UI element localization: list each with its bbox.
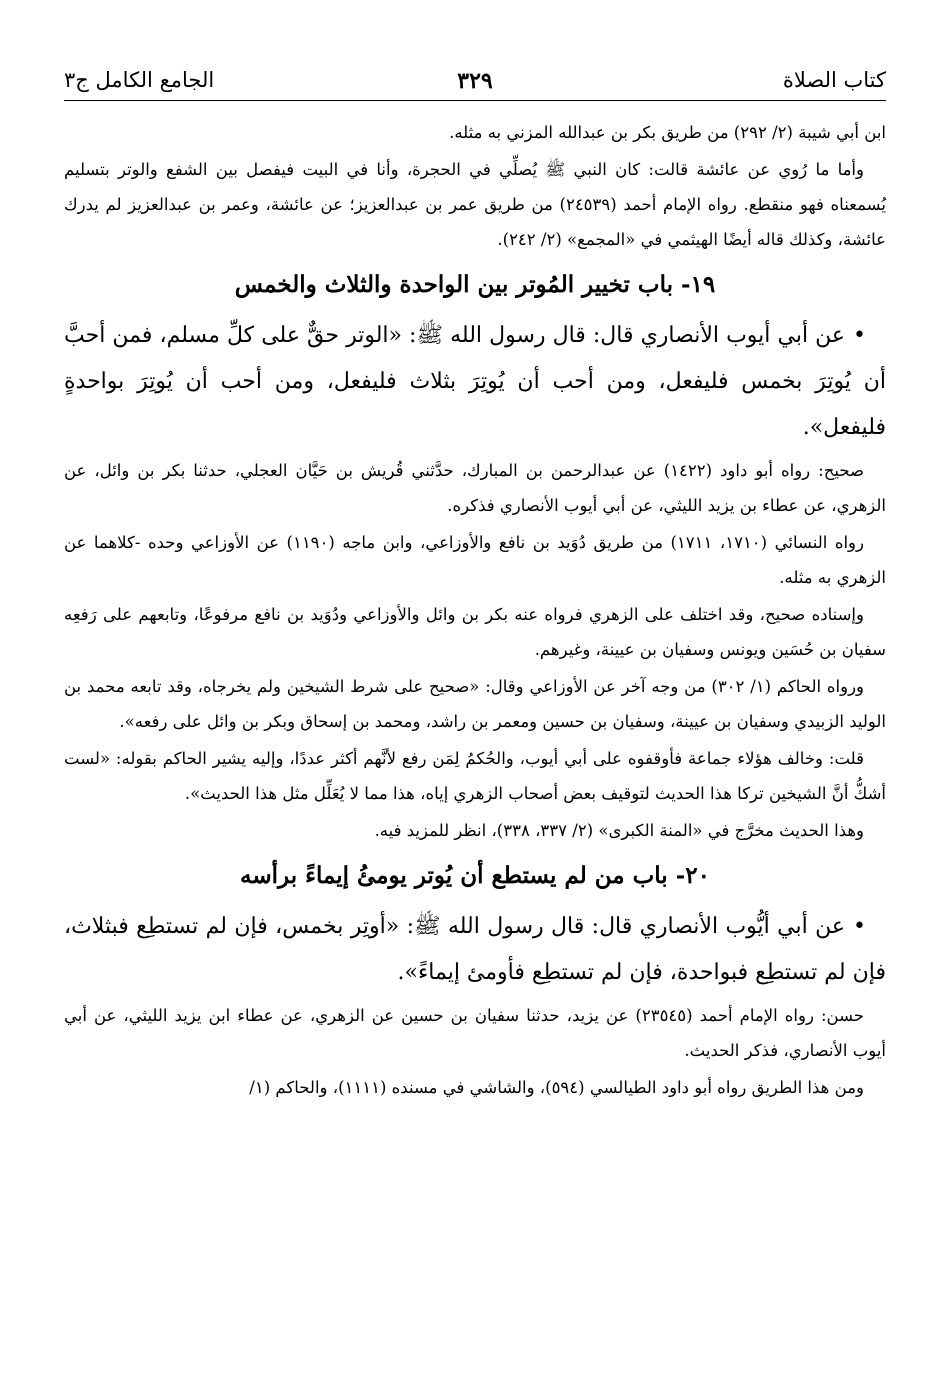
bullet-icon: • (853, 323, 866, 348)
paragraph: ومن هذا الطريق رواه أبو داود الطيالسي (٥٩٤)، والشاشي في مسنده (١١١١)، والحاكم (١/ (249, 1078, 864, 1097)
paragraph: صحيح: رواه أبو داود (١٤٢٢) عن عبدالرحمن بن المبارك، حدَّثني قُريش بن حَيَّان العجلي، حدثنا بكر بن وائل، عن الزهري، عن عطاء بن يزيد الليثي، عن أبي أيوب الأنصاري فذكره. (64, 461, 886, 515)
header-book-title: الجامع الكامل ج٣ (64, 68, 215, 92)
header-section-title: كتاب الصلاة (782, 68, 886, 92)
hadith-text (64, 904, 886, 996)
paragraph: وإسناده صحيح، وقد اختلف على الزهري فرواه عنه بكر بن وائل والأوزاعي ودُوَيد بن نافع مرفوعًا، وتابعهم على رَفعِه سفيان بن حُسَين ويونس وسفيان بن عيينة، وغيرهم. (64, 605, 886, 659)
page-body (64, 115, 886, 1105)
hadith-text (64, 313, 886, 451)
book-page (64, 60, 886, 1105)
paragraph: ابن أبي شيبة (٢/ ٢٩٢) من طريق بكر بن عبدالله المزني به مثله. (449, 123, 886, 142)
running-header (64, 60, 886, 101)
chapter-heading-20: ٢٠- باب من لم يستطع أن يُوتر يومئُ إيماءً برأسه (240, 862, 710, 889)
paragraph: وهذا الحديث مخرَّج في «المنة الكبرى» (٢/ ٣٣٧، ٣٣٨)، انظر للمزيد فيه. (374, 821, 864, 840)
hadith-body: عن أبي أيُّوب الأنصاري قال: قال رسول الله ﷺ: «أوتِر بخمس، فإن لم تستطِع فبثلاث، فإن لم تستطِع فبواحدة، فإن لم تستطِع فأومئ إيماءً». (64, 914, 886, 985)
paragraph: رواه النسائي (١٧١٠، ١٧١١) من طريق دُوَيد بن نافع والأوزاعي، وابن ماجه (١١٩٠) عن الأوزاعي وحده -كلاهما عن الزهري به مثله. (64, 533, 886, 587)
paragraph: وأما ما رُوي عن عائشة قالت: كان النبي ﷺ يُصلِّي في الحجرة، وأنا في البيت فيفصل بين الشفع والوتر بتسليم يُسمعناه فهو منقطع. رواه الإمام أحمد (٢٤٥٣٩) من طريق عمر بن عبدالعزيز؛ عن عائشة، وعمر بن عبدالعزيز لم يدرك عائشة، وكذلك قاله أيضًا الهيثمي في «المجمع» (٢/ ٢٤٢). (64, 160, 886, 249)
page-number: ٣٢٩ (457, 68, 493, 94)
paragraph: ورواه الحاكم (١/ ٣٠٢) من وجه آخر عن الأوزاعي وقال: «صحيح على شرط الشيخين ولم يخرجاه، وقد تابعه محمد بن الوليد الزبيدي وسفيان بن عيينة، وسفيان بن حسين ومعمر بن راشد، ومحمد بن إسحاق وبكر بن وائل على رفعه». (64, 677, 886, 731)
chapter-heading-19: ١٩- باب تخيير المُوتر بين الواحدة والثلاث والخمس (234, 271, 716, 298)
paragraph: قلت: وخالف هؤلاء جماعة فأوقفوه على أبي أيوب، والحُكمُ لِمَن رفع لأنَّهم أكثر عددًا، وإليه يشير الحاكم بقوله: «لست أشكُّ أنَّ الشيخين تركا هذا الحديث لتوقيف بعض أصحاب الزهري إياه، هذا مما لا يُعَلِّل مثل هذا الحديث». (64, 749, 886, 803)
paragraph: حسن: رواه الإمام أحمد (٢٣٥٤٥) عن يزيد، حدثنا سفيان بن حسين عن الزهري، عن عطاء ابن يزيد الليثي، عن أبي أيوب الأنصاري، فذكر الحديث. (64, 1006, 886, 1060)
hadith-body: عن أبي أيوب الأنصاري قال: قال رسول الله ﷺ: «الوتر حقٌّ على كلِّ مسلم، فمن أحبَّ أن يُوتِرَ بخمس فليفعل، ومن أحب أن يُوتِرَ بثلاث فليفعل، ومن أحب أن يُوتِرَ بواحدةٍ فليفعل». (64, 323, 886, 440)
bullet-icon: • (853, 914, 866, 939)
